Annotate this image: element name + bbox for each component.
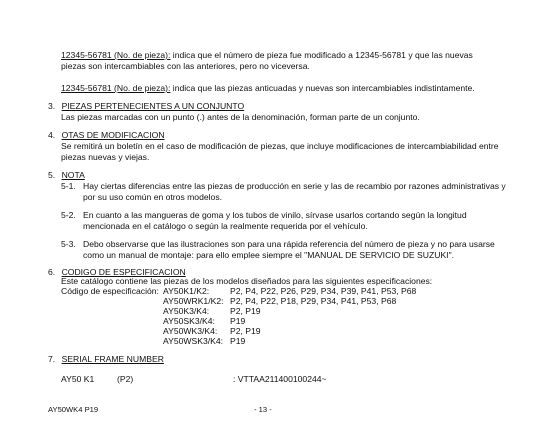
serial-model: AY50 K1: [61, 374, 95, 384]
note-text: indica que las piezas anticuadas y nuevas son intercambiables indistintamente.: [170, 83, 475, 93]
spec-model: AY50WSK3/K4:: [163, 336, 224, 346]
spec-code-label: Código de especificación:: [61, 286, 159, 296]
note-5-1-number: 5-1.: [61, 181, 76, 191]
section-4-body-line-1: Se remitirá un boletín en el caso de modificación de piezas, que incluye modificaciones de intercambiabilidad entre: [61, 141, 499, 151]
note-5-2-number: 5-2.: [61, 210, 76, 220]
note-5-3-number: 5-3.: [61, 239, 76, 249]
spec-model: AY50K1/K2:: [163, 286, 210, 296]
section-number: 3.: [48, 101, 56, 111]
part-number-code: 12345-56781 (No. de pieza):: [61, 83, 171, 93]
interchange-note-1-line-1: [61, 50, 473, 60]
note-5-1-line-2: por su uso común en otros modelos.: [83, 192, 223, 202]
section-number: 7.: [48, 354, 56, 364]
serial-spec-code: (P2): [117, 374, 134, 384]
note-5-3-line-1: Debo observarse que las ilustraciones son para una rápida referencia del número de pieza y no para usarse: [83, 239, 495, 249]
section-title: NOTA: [61, 170, 85, 180]
note-text: indica que el número de pieza fue modificado a 12345-56781 y que las nuevas: [170, 50, 473, 60]
section-number: 5.: [48, 170, 56, 180]
serial-frame-number: : VTTAA211400100244~: [233, 374, 327, 384]
page-number: - 13 -: [254, 405, 272, 414]
part-number-code: 12345-56781 (No. de pieza):: [61, 50, 171, 60]
spec-parts: P2, P19: [230, 306, 261, 316]
interchange-note-1-line-2: piezas son intercambiables con las anteriores, pero no viceversa.: [61, 61, 310, 71]
spec-model: AY50WRK1/K2:: [163, 296, 224, 306]
footer-model-code: AY50WK4 P19: [48, 405, 99, 414]
spec-model: AY50K3/K4:: [163, 306, 210, 316]
note-5-3-line-2: como un manual de montaje: para ello emplee siempre el "MANUAL DE SERVICIO DE SUZUKI".: [83, 250, 455, 260]
spec-parts: P2, P4, P22, P26, P29, P34, P39, P41, P53, P68: [230, 286, 417, 296]
section-title: CODIGO DE ESPECIFICACION: [61, 267, 186, 277]
spec-parts: P2, P4, P22, P18, P29, P34, P41, P53, P68: [230, 296, 397, 306]
section-3-body: Las piezas marcadas con un punto (.) antes de la denominación, forman parte de un conjunto.: [61, 112, 420, 122]
section-number: 6.: [48, 267, 56, 277]
section-title: OTAS DE MODIFICACION: [61, 130, 165, 140]
section-7-heading: [48, 354, 164, 364]
section-number: 4.: [48, 130, 56, 140]
spec-parts: P19: [230, 336, 246, 346]
spec-parts: P2, P19: [230, 326, 261, 336]
note-5-2-line-2: mencionada en el catálogo o según la realmente requerida por el vehículo.: [83, 221, 368, 231]
spec-model: AY50SK3/K4:: [163, 316, 215, 326]
spec-parts: P19: [230, 316, 246, 326]
note-5-2-line-1: En cuanto a las mangueras de goma y los tubos de vinilo, sírvase usarlos cortando según la longitud: [83, 210, 467, 220]
section-4-body-line-2: piezas nuevas y viejas.: [61, 152, 150, 162]
section-6-intro: Este catálogo contiene las piezas de los modelos diseñados para las siguientes especificaciones:: [61, 276, 433, 286]
section-4-heading: [48, 130, 165, 140]
interchange-note-2: [61, 83, 475, 93]
section-3-heading: [48, 101, 244, 111]
section-title: PIEZAS PERTENECIENTES A UN CONJUNTO: [61, 101, 245, 111]
spec-model: AY50WK3/K4:: [163, 326, 218, 336]
section-title: SERIAL FRAME NUMBER: [61, 354, 164, 364]
section-5-heading: [48, 170, 85, 180]
note-5-1-line-1: Hay ciertas diferencias entre las piezas de producción en serie y las de recambio por razones administrativas y: [83, 181, 506, 191]
